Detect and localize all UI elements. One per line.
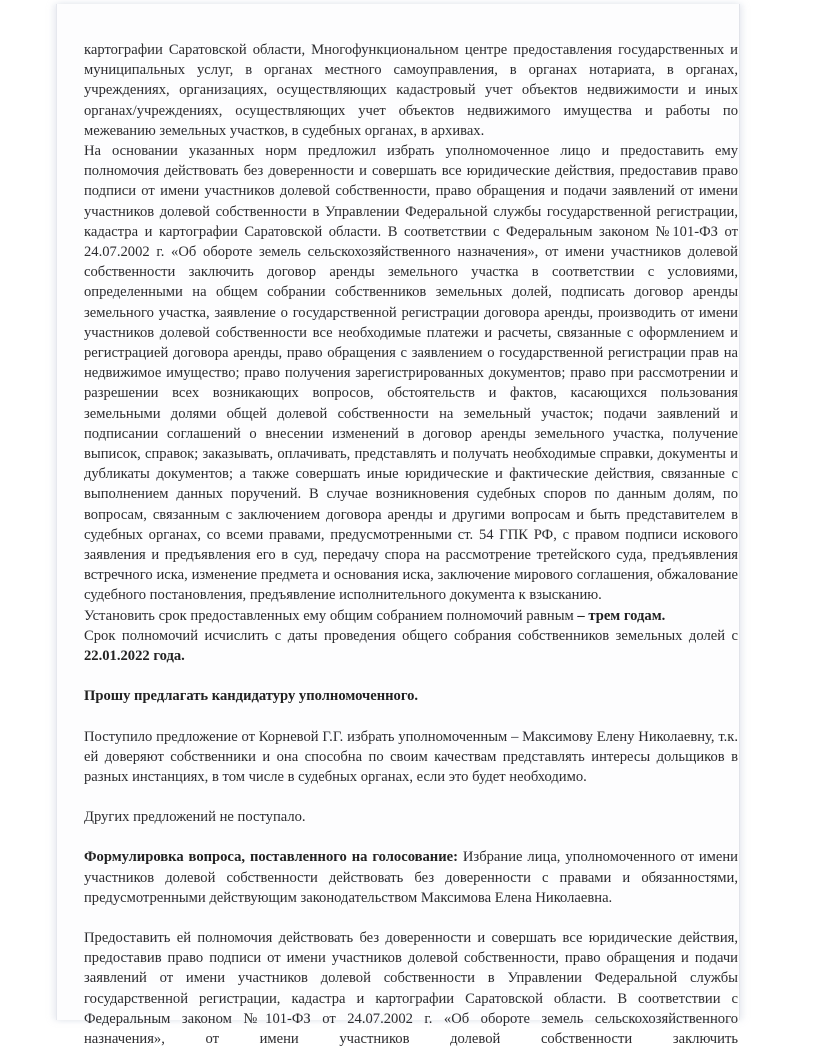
document-body — [84, 40, 738, 1049]
paragraph-grant-powers: Предоставить ей полномочия действовать без доверенности и совершать все юридические действия, предоставив право подписи от имени участников долевой собственности, право обращения и подачи заявлений от имени участников долевой собственности в Управлении Федеральной службы государственной регистрации, кадастра и картографии Саратовской области. В соответствии с Федеральным законом №101-ФЗ от 24.07.2002 г. «Об обороте земель сельскохозяйственного назначения», от имени участников долевой собственности заключить — [84, 929, 738, 1047]
paragraph-no-other-proposals: Других предложений не поступало. — [84, 809, 306, 826]
paragraph-term — [84, 606, 738, 626]
term-start-date: 22.01.2022 года. — [84, 648, 185, 665]
term-duration: – трем годам. — [577, 607, 666, 624]
paragraph-candidate-request — [84, 686, 738, 706]
spacer — [84, 666, 738, 686]
term-start-text: Срок полномочий исчислить с даты проведения общего собрания собственников земельных долей с — [84, 627, 738, 644]
voting-question-text: Избрание лица, уполномоченного от имени участников долевой собственности действовать без доверенности с правами и обязанностями, предусмотренными действующим законодательством Максимова Елена Николаевна. — [84, 849, 738, 906]
spacer — [84, 787, 738, 807]
voting-question-label: Формулировка вопроса, поставленного на голосование: — [84, 849, 458, 866]
spacer — [84, 827, 738, 847]
paragraph-authorities-list: картографии Саратовской области, Многофункциональном центре предоставления государственных и муниципальных услуг, в органах местного самоуправления, в органах нотариата, в органах, учреждениях, организациях, осуществляющих кадастровый учет объектов недвижимости и иных органах/учреждениях, осуществляющих учет объектов недвижимого имущества и работы по межеванию земельных участков, в судебных органах, в архивах. — [84, 42, 738, 139]
paragraph-term-start — [84, 626, 738, 666]
term-text: Установить срок предоставленных ему общим собранием полномочий равным — [84, 607, 578, 624]
spacer — [84, 908, 738, 928]
paragraph-voting-question — [84, 847, 738, 908]
paragraph-nomination: Поступило предложение от Корневой Г.Г. избрать уполномоченным – Максимову Елену Николаевну, т.к. ей доверяют собственники и она способна по своим качествам представлять интересы дольщиков в разных инстанциях, в том числе в судебных органах, если это будет необходимо. — [84, 728, 738, 785]
candidate-request-heading: Прошу предлагать кандидатуру уполномоченного. — [84, 688, 419, 705]
paragraph-proposal-powers: На основании указанных норм предложил избрать уполномоченное лицо и предоставить ему полномочия действовать без доверенности и совершать все юридические действия, предоставив право подписи от имени участников долевой собственности, право обращения и подачи заявлений от имени участников долевой собственности в Управлении Федеральной службы государственной регистрации, кадастра и картографии Саратовской области. В соответствии с Федеральным законом №101-ФЗ от 24.07.2002 г. «Об обороте земель сельскохозяйственного назначения», от имени участников долевой собственности заключить договор аренды земельного участка в соответствии с условиями, определенными на общем собрании собственников земельных долей, подписать договор аренды земельного участка, заявление о государственной регистрации договора аренды, производить от имени участников долевой собственности все необходимые платежи и расчеты, связанные с оформлением и регистрацией договора аренды, право обращения с заявлением о государственной регистрации прав на недвижимое имущество; право получения зарегистрированных документов; право при рассмотрении и разрешении всех возникающих вопросов, обстоятельств и фактов, касающихся пользования земельными долями общей долевой собственности на земельный участок; подачи заявлений и подписании соглашений о внесении изменений в договор аренды земельного участка, получение выписок, справок; заказывать, оплачивать, представлять и получать необходимые справки, документы и дубликаты документов; а также совершать иные юридические и фактические действия, связанные с выполнением данных поручений. В случае возникновения судебных споров по данным долям, по вопросам, связанным с заключением договора аренды и другими вопросам и быть представителем в судебных органах, со всеми правами, предусмотренными ст. 54 ГПК РФ, с правом подписи искового заявления и предъявления его в суд, передачу спора на рассмотрение третейского суда, предъявления встречного иска, изменение предмета и основания иска, заключение мирового соглашения, обжалование судебного постановления, предъявление исполнительного документа к взысканию. — [84, 143, 738, 604]
spacer — [84, 707, 738, 727]
